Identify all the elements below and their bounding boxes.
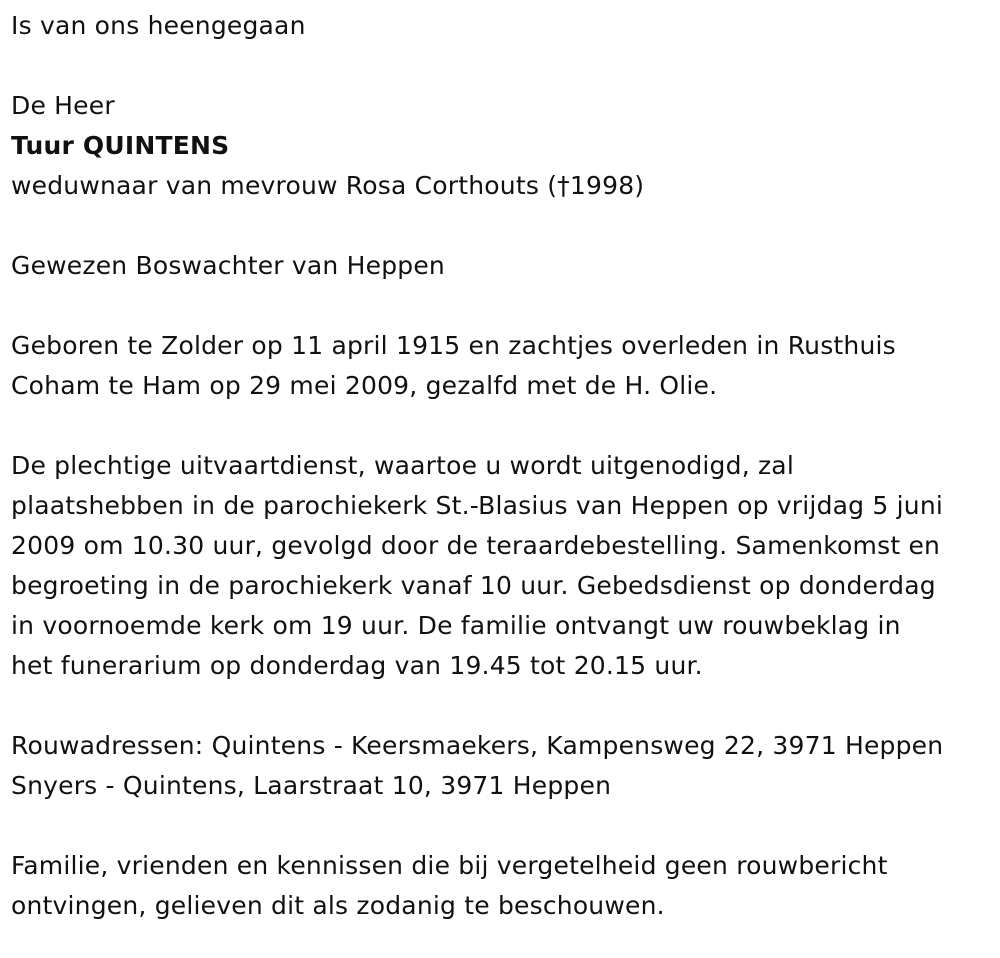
addresses-paragraph <box>11 726 996 806</box>
salutation: De Heer <box>11 91 115 120</box>
spacer <box>11 46 996 86</box>
spacer <box>11 286 996 326</box>
occupation-line: Gewezen Boswachter van Heppen <box>11 251 445 280</box>
birth-death-paragraph <box>11 326 996 406</box>
intro-line: Is van ons heengegaan <box>11 11 306 40</box>
spacer <box>11 206 996 246</box>
paragraph-line: het funerarium op donderdag van 19.45 tot 20.15 uur. <box>11 651 703 680</box>
paragraph-line: in voornoemde kerk om 19 uur. De familie ontvangt uw rouwbeklag in <box>11 611 901 640</box>
paragraph-line: Geboren te Zolder op 11 april 1915 en zachtjes overleden in Rusthuis <box>11 331 896 360</box>
paragraph-line: Familie, vrienden en kennissen die bij vergetelheid geen rouwbericht <box>11 851 888 880</box>
paragraph-line: begroeting in de parochiekerk vanaf 10 uur. Gebedsdienst op donderdag <box>11 571 936 600</box>
paragraph-line: De plechtige uitvaartdienst, waartoe u wordt uitgenodigd, zal <box>11 451 794 480</box>
widower-line: weduwnaar van mevrouw Rosa Corthouts (†1998) <box>11 171 645 200</box>
spacer <box>11 686 996 726</box>
spacer <box>11 806 996 846</box>
paragraph-line: ontvingen, gelieven dit als zodanig te beschouwen. <box>11 891 665 920</box>
funeral-paragraph <box>11 446 996 686</box>
deceased-name: Tuur QUINTENS <box>11 131 230 160</box>
obituary-notice <box>11 6 996 926</box>
paragraph-line: plaatshebben in de parochiekerk St.-Blasius van Heppen op vrijdag 5 juni <box>11 491 944 520</box>
paragraph-line: 2009 om 10.30 uur, gevolgd door de teraardebestelling. Samenkomst en <box>11 531 941 560</box>
paragraph-line: Coham te Ham op 29 mei 2009, gezalfd met de H. Olie. <box>11 371 718 400</box>
address-line: Rouwadressen: Quintens - Keersmaekers, Kampensweg 22, 3971 Heppen <box>11 731 944 760</box>
closing-paragraph <box>11 846 996 926</box>
address-line: Snyers - Quintens, Laarstraat 10, 3971 Heppen <box>11 771 612 800</box>
spacer <box>11 406 996 446</box>
